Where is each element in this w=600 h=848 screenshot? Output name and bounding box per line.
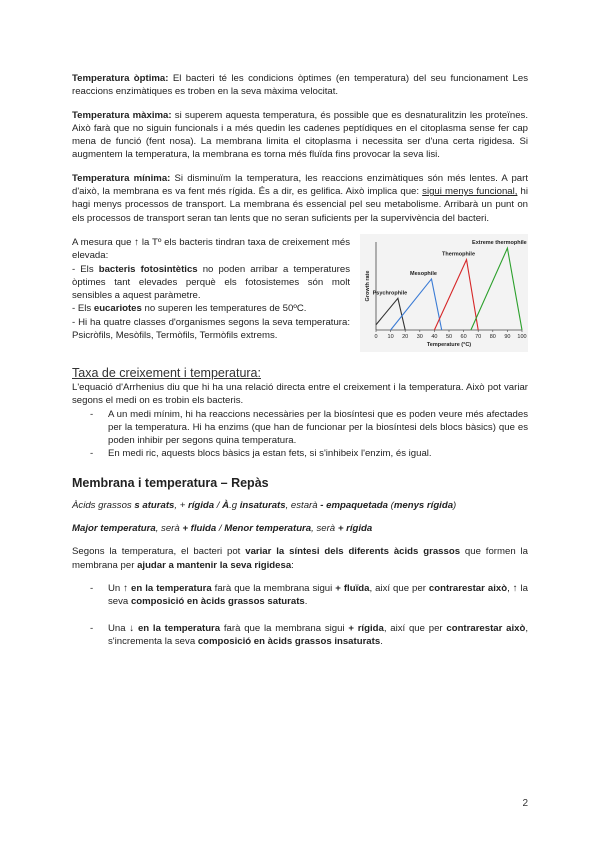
x-tick-label: 100 bbox=[517, 333, 527, 340]
heading-membrana: Membrana i temperatura – Repàs bbox=[72, 475, 269, 490]
list-item: - A un medi mínim, hi ha reaccions necessàries per la biosíntesi que es poden veure més afectades per la temperatura. Hi ha enzims (que han de funcionar per la biosíntesi dels blocs bàsics) que es poden inhibir per segons quina temperatura. bbox=[90, 408, 528, 447]
chart-svg bbox=[360, 234, 528, 352]
y-axis-label: Growth rate bbox=[365, 270, 371, 302]
paragraph-optimal: Temperatura òptima: El bacteri té les condicions òptimes (en temperatura) del seu funcionament Les reaccions enzimàtiques es troben en la seva màxima velocitat. bbox=[72, 73, 528, 98]
series-label: Mesophile bbox=[410, 270, 437, 277]
membrane-list bbox=[72, 582, 528, 648]
temperature-line: Major temperatura, serà + fluida / Menor temperatura, serà + rígida bbox=[72, 523, 373, 535]
list-item: - Una ↓ en la temperatura farà que la membrana sigui + rígida, així que per contrarestar això, s'incrementa la seva composició en àcids grassos insaturats. bbox=[90, 622, 528, 647]
series-label: Psychrophile bbox=[372, 290, 408, 297]
text-with-figure bbox=[72, 236, 528, 354]
membrane-paragraph: Segons la temperatura, el bacteri pot variar la síntesi dels diferents àcids grassos que formen la membrana per ajudar a mantenir la seva rigidesa: bbox=[72, 546, 528, 571]
paragraph-maximum: Temperatura màxima: si superem aquesta temperatura, és possible que es desnaturalitzin les proteïnes. Això farà que no siguin funcionals i a més quedin les cadenes peptídiques en el citoplasma sense fer cap mena de funció (fent nosa). La membrana limita el citoplasma i necessita ser d'una certa rigidesa. Si augmentem la temperatura, la membrana es torna més fluïda fins provocar la seva lisi. bbox=[72, 109, 529, 161]
x-tick-label: 70 bbox=[475, 333, 482, 340]
x-tick-label: 0 bbox=[374, 333, 378, 340]
paragraph-minimum: Temperatura mínima: Si disminuïm la temperatura, les reaccions enzimàtiques són més lentes. A part d'això, la membrana es va fent més rígida. És a dir, es gelifica. Això implica que: sigui menys funcional, hi hagi menys processos de transport. La membrana és essencial pel seu metabolisme. Arribarà un punt on els processos de transport seran tan lents que no seran suficients per la supervivència del bacteri. bbox=[72, 172, 529, 224]
x-tick-label: 40 bbox=[431, 333, 438, 340]
x-tick-label: 90 bbox=[504, 333, 511, 340]
series-line bbox=[471, 248, 522, 330]
page-content bbox=[72, 72, 528, 648]
page-number: 2 bbox=[522, 798, 528, 809]
heading-taxa: Taxa de creixement i temperatura: bbox=[72, 365, 261, 380]
taxa-list bbox=[72, 408, 528, 461]
term-minimum: Temperatura mínima: bbox=[72, 172, 171, 184]
x-tick-label: 10 bbox=[387, 333, 394, 340]
underlined-phrase: sigui menys funcional, bbox=[422, 186, 518, 198]
temperature-growth-chart bbox=[360, 234, 528, 352]
list-item: - Un ↑ en la temperatura farà que la membrana sigui + fluïda, així que per contrarestar això, ↑ la seva composició en àcids grassos saturats. bbox=[90, 582, 528, 608]
x-tick-label: 80 bbox=[489, 333, 496, 340]
taxa-intro: L'equació d'Arrhenius diu que hi ha una relació directa entre el creixement i la temperatura. Això pot variar segons el medi on es trobin els bacteris. bbox=[72, 381, 528, 407]
x-tick-label: 60 bbox=[460, 333, 467, 340]
series-line bbox=[376, 298, 405, 330]
series-line bbox=[391, 279, 442, 330]
fatty-acids-line: Àcids grassos s aturats, + rígida / À.g insaturats, estarà - empaquetada (menys rígida) bbox=[72, 499, 457, 511]
series-label: Thermophile bbox=[442, 251, 476, 258]
x-tick-label: 50 bbox=[445, 333, 453, 340]
term-maximum: Temperatura màxima: bbox=[72, 109, 172, 121]
x-axis-label: Temperature (°C) bbox=[426, 341, 472, 348]
x-tick-label: 30 bbox=[416, 333, 423, 340]
term-optimal: Temperatura òptima: bbox=[72, 73, 169, 84]
growth-notes: A mesura que ↑ la Tº els bacteris tindran taxa de creixement més elevada: - Els bacteris fotosintètics no poden arribar a temperatures òptimes tant elevades perquè els fotosistemes són molt sensibles a aquest paràmetre. - Els eucariotes no superen les temperatures de 50ºC. - Hi ha quatre classes d'organismes segons la seva temperatura: Psicròfils, Mesòfils, Termòfils, Termòfils extrems. bbox=[72, 236, 350, 342]
series-line bbox=[434, 260, 478, 330]
x-tick-label: 20 bbox=[402, 333, 409, 340]
list-item: - En medi ric, aquests blocs bàsics ja estan fets, si s'inhibeix l'enzim, és igual. bbox=[90, 448, 432, 460]
series-label: Extreme thermophile bbox=[472, 240, 527, 247]
